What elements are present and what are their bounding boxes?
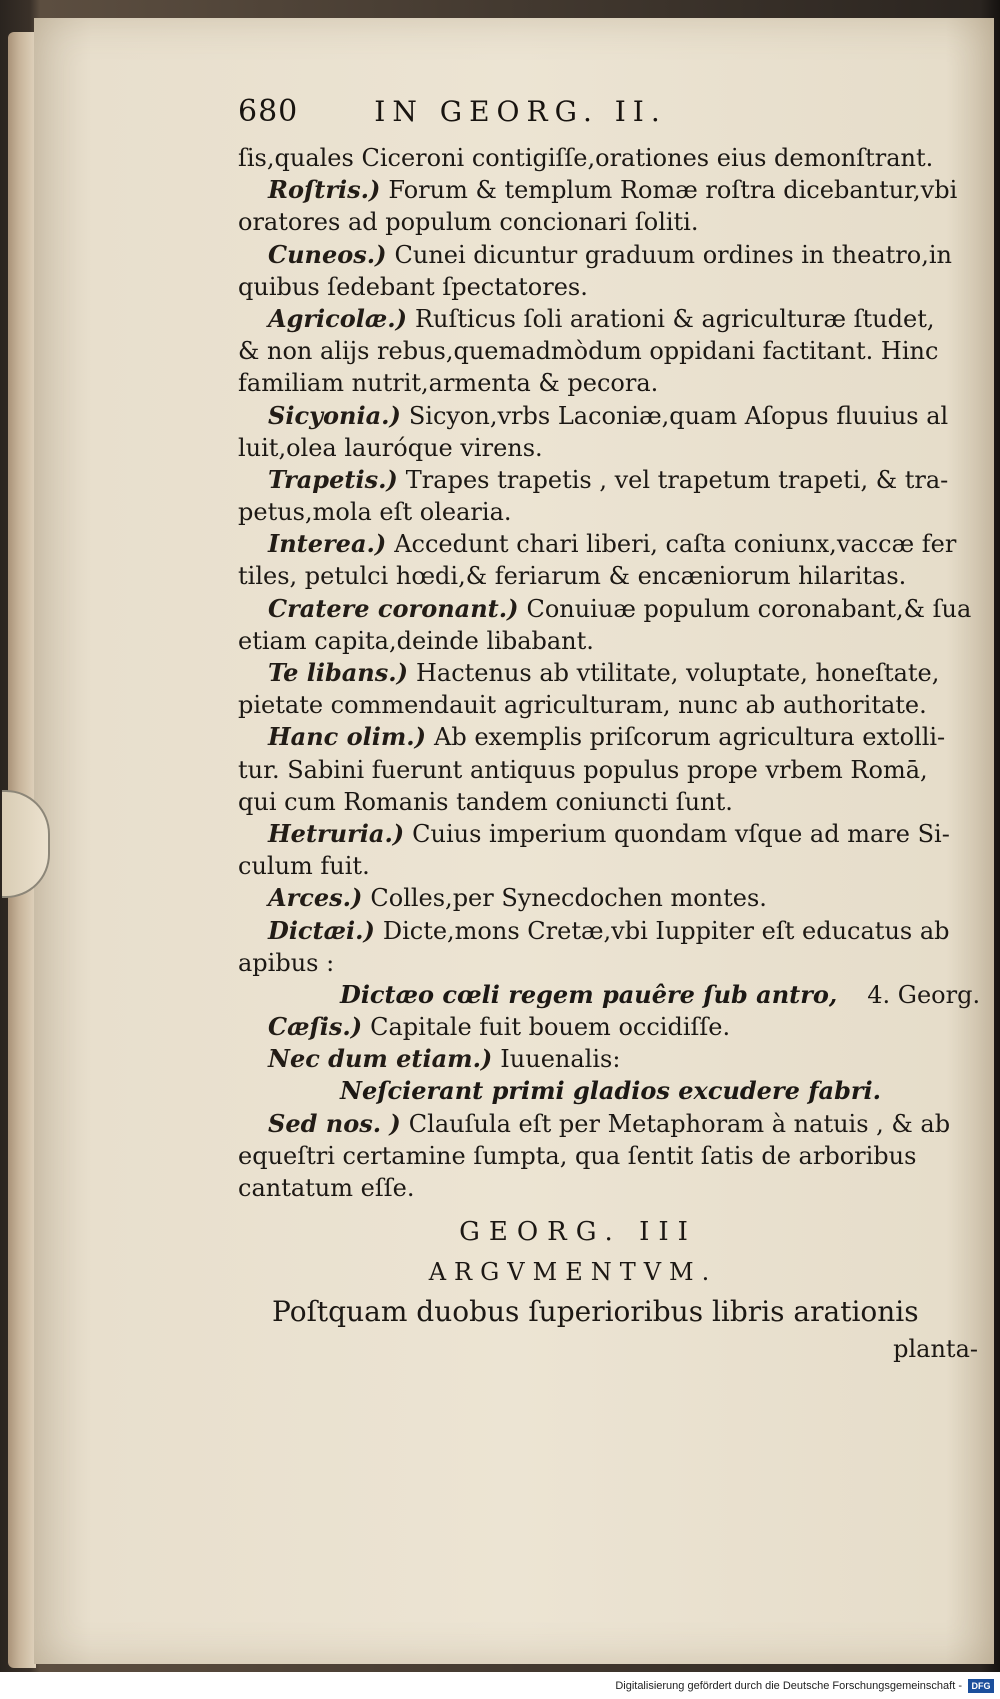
lemma: Sicyonia.) (268, 400, 401, 430)
commentary-lines-3 (238, 1108, 978, 1205)
text-line (238, 721, 978, 753)
lemma: Interea.) (268, 529, 387, 559)
text-line (238, 271, 978, 303)
line-text: Trapes trapetis , vel trapetum trapeti, & tra- (405, 465, 949, 494)
text-line (238, 432, 978, 464)
text-line (238, 1140, 978, 1172)
line-text: pietate commendauit agriculturam, nunc ab authoritate. (238, 691, 927, 720)
line-text: Iuuenalis: (500, 1045, 621, 1074)
line-text: oratores ad populum concionari ſoliti. (238, 208, 699, 237)
line-text: Ab exemplis priſcorum agricultura extolli- (434, 723, 946, 752)
commentary-lines (238, 142, 978, 979)
catchword: planta- (893, 1335, 978, 1364)
line-text: culum fuit. (238, 852, 370, 881)
text-line (238, 560, 978, 592)
lemma: Hanc olim.) (268, 722, 426, 752)
line-text: Clauſula eſt per Metaphoram à natuis , & ab (408, 1109, 951, 1138)
lemma: Agricolæ.) (268, 303, 407, 333)
page-number: 680 (238, 94, 299, 129)
text-line (238, 593, 978, 625)
argument-first-line: Poſtquam duobus ſuperioribus libris arationis (272, 1295, 919, 1329)
text-line (238, 367, 978, 399)
line-text: familiam nutrit,armenta & pecora. (238, 369, 659, 398)
quote-reference: 4. Georg. (867, 980, 981, 1009)
text-line (238, 1043, 978, 1075)
lemma: Hetruria.) (268, 818, 405, 848)
text-line (238, 174, 978, 206)
line-text: cantatum eſſe. (238, 1174, 415, 1202)
line-text: petus,mola eſt olearia. (238, 498, 512, 527)
lemma: Arces.) (268, 883, 363, 913)
line-text: tiles, petulci hœdi,& feriarum & encæniorum hilaritas. (238, 562, 907, 591)
text-line (238, 657, 978, 689)
text-line (238, 206, 978, 238)
line-text: Sicyon,vrbs Laconiæ,quam Aſopus fluuius al (408, 401, 949, 430)
lemma: Sed nos. ) (268, 1108, 401, 1138)
line-text: etiam capita,deinde libabant. (238, 626, 594, 655)
line-text: Capitale fuit bouem occidiſſe. (370, 1013, 731, 1042)
line-text: & non alijs rebus,quemadmòdum oppidani factitant. Hinc (238, 337, 939, 366)
lemma: Cuneos.) (268, 239, 387, 269)
line-text: Forum & templum Romæ roſtra dicebantur,vbi (388, 176, 958, 205)
quote-line-2 (238, 1075, 978, 1107)
text-line (238, 625, 978, 657)
lemma: Te libans.) (268, 658, 408, 687)
lemma: Cratere coronant.) (268, 593, 519, 623)
text-line (238, 754, 978, 786)
text-line (238, 303, 978, 335)
text-line (238, 882, 978, 914)
running-header (238, 96, 978, 142)
text-line (238, 464, 978, 496)
text-line (238, 528, 978, 560)
text-line (238, 850, 978, 882)
text-line (238, 239, 978, 271)
line-text: apibus : (238, 948, 335, 977)
line-text: Hactenus ab vtilitate, voluptate, honeſtate, (415, 659, 940, 687)
section-title: GEORG. III (459, 1217, 697, 1248)
line-text: equeſtri certamine ſumpta, qua ſentit ſatis de arboribus (238, 1141, 917, 1170)
line-text: Accedunt chari liberi, caſta coniunx,vaccæ fer (394, 530, 957, 559)
line-text: qui cum Romanis tandem coniuncti ſunt. (238, 787, 733, 816)
line-text: luit,olea lauróque virens. (238, 433, 543, 462)
lemma: Nec dum etiam.) (268, 1044, 493, 1074)
line-text: ſis,quales Ciceroni contigiſſe,orationes eius demonſtrant. (238, 144, 934, 172)
text-line (238, 786, 978, 818)
text-line (238, 1108, 978, 1140)
section-subtitle: ARGVMENTVM. (428, 1258, 718, 1287)
text-line (238, 818, 978, 850)
line-text: Conuiuæ populum coronabant,& ſua (526, 594, 972, 623)
line-text: Colles,per Synecdochen montes. (370, 884, 767, 913)
lemma: Roſtris.) (268, 175, 381, 205)
page-text-block (238, 94, 981, 1366)
lemma: Cæſis.) (268, 1012, 363, 1042)
commentary-lines-2 (238, 1011, 978, 1075)
text-line (238, 915, 978, 947)
text-line (238, 400, 978, 432)
line-text: Ruſticus ſoli arationi & agriculturæ ſtudet, (414, 304, 935, 333)
text-line (238, 142, 978, 174)
text-line (238, 1172, 978, 1204)
quote-text-2: Neſcierant primi gladios excudere fabri. (340, 1076, 881, 1106)
text-line (238, 947, 978, 979)
dfg-logo: DFG (968, 1679, 994, 1693)
text-line (238, 689, 978, 721)
footer-credit: Digitalisierung gefördert durch die Deutsche Forschungsgemeinschaft - (615, 1679, 962, 1692)
quote-text: Dictæo cœli regem pauêre ſub antro, (340, 979, 838, 1009)
footer-bar (0, 1672, 1000, 1699)
running-head: IN GEORG. II. (374, 95, 667, 128)
line-text: quibus ſedebant ſpectatores. (238, 272, 588, 301)
lemma: Trapetis.) (268, 464, 398, 494)
line-text: Cuius imperium quondam vſque ad mare Si- (412, 819, 950, 848)
line-text: Dicte,mons Cretæ,vbi Iuppiter eſt educatus ab (382, 916, 950, 945)
text-line (238, 1011, 978, 1043)
text-line (238, 496, 978, 528)
lemma: Dictæi.) (268, 915, 375, 945)
line-text: tur. Sabini fuerunt antiquus populus prope vrbem Romā, (238, 755, 928, 784)
quote-line (238, 979, 981, 1011)
text-line (238, 335, 978, 367)
line-text: Cunei dicuntur graduum ordines in theatro,in (394, 240, 952, 269)
